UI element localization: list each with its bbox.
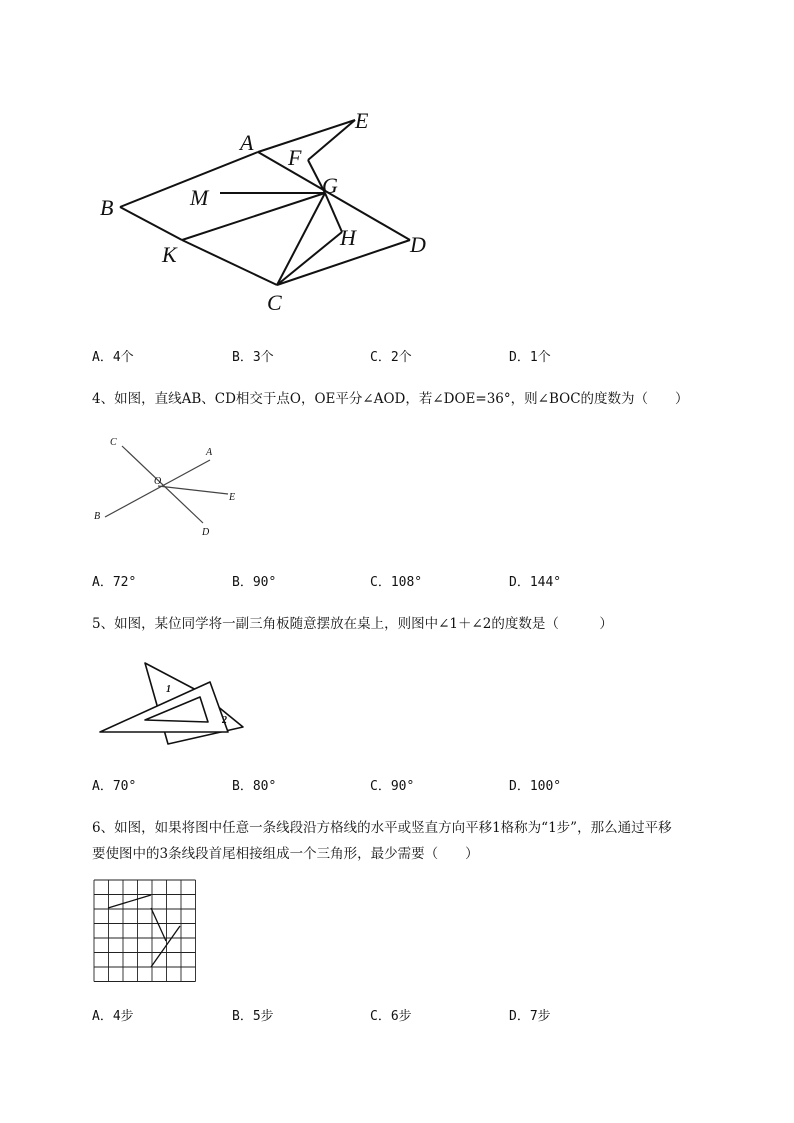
label-E: E xyxy=(229,492,236,503)
label-G: G xyxy=(322,173,338,198)
q6-option-c[interactable]: C．6步 xyxy=(370,1009,412,1024)
segment-HC xyxy=(277,232,342,285)
q4-option-d[interactable]: D．144° xyxy=(509,575,562,590)
q3-option-b[interactable]: B．3个 xyxy=(232,350,274,365)
q4-option-a[interactable]: A．72° xyxy=(92,575,137,590)
segment-AE xyxy=(258,120,355,152)
q5-option-b[interactable]: B．80° xyxy=(232,779,277,794)
segment-KC xyxy=(182,240,277,285)
q4-angle-figure xyxy=(90,430,250,545)
q5-option-c[interactable]: C．90° xyxy=(370,779,415,794)
label-B: B xyxy=(100,195,114,220)
q6-option-a[interactable]: A．4步 xyxy=(92,1009,134,1024)
q6-option-b[interactable]: B．5步 xyxy=(232,1009,274,1024)
label-B: B xyxy=(94,511,101,522)
line-AB xyxy=(105,460,210,517)
segment-BA xyxy=(120,152,258,207)
q5-option-d[interactable]: D．100° xyxy=(509,779,562,794)
label-D: D xyxy=(410,232,426,257)
q6-grid-figure xyxy=(92,878,200,986)
label-F: F xyxy=(288,145,302,170)
label-A: A xyxy=(240,130,254,155)
label-D: D xyxy=(202,527,210,538)
segment-FE xyxy=(308,120,355,160)
q6-option-d[interactable]: D．7步 xyxy=(509,1009,551,1024)
q5-option-a[interactable]: A．70° xyxy=(92,779,137,794)
label-E: E xyxy=(355,108,369,133)
q6-question-line-1: 6、如图，如果将图中任意一条线段沿方格线的水平或竖直方向平移1格称为“1步”，那么通过平移 xyxy=(92,820,672,836)
label-C: C xyxy=(267,290,282,315)
q4-question-text: 4、如图，直线AB、CD相交于点O，OE平分∠AOD，若∠DOE=36°，则∠BOC的度数为（ ） xyxy=(92,391,689,407)
q3-option-a[interactable]: A．4个 xyxy=(92,350,134,365)
q5-set-squares-figure xyxy=(95,655,250,747)
segment-2 xyxy=(151,908,166,941)
label-C: C xyxy=(110,437,117,448)
q4-option-b[interactable]: B．90° xyxy=(232,575,277,590)
segment-BK xyxy=(120,207,182,240)
label-O: O xyxy=(154,476,162,487)
line-CD xyxy=(122,446,203,523)
grid-lines xyxy=(94,880,196,982)
q3-geometry-figure xyxy=(95,100,440,320)
q4-option-c[interactable]: C．108° xyxy=(370,575,423,590)
segment-1 xyxy=(108,895,151,908)
q3-option-d[interactable]: D．1个 xyxy=(509,350,551,365)
q6-question-line-2: 要使图中的3条线段首尾相接组成一个三角形，最少需要（ ） xyxy=(92,846,479,862)
q5-question-text: 5、如图，某位同学将一副三角板随意摆放在桌上，则图中∠1＋∠2的度数是（ ） xyxy=(92,616,613,632)
segment-3 xyxy=(151,926,180,967)
label-K: K xyxy=(162,242,177,267)
label-H: H xyxy=(340,225,356,250)
angle-label-1: 1 xyxy=(166,684,171,695)
angle-label-2: 2 xyxy=(222,715,227,726)
label-A: A xyxy=(206,447,213,458)
q3-option-c[interactable]: C．2个 xyxy=(370,350,412,365)
label-M: M xyxy=(190,185,209,210)
